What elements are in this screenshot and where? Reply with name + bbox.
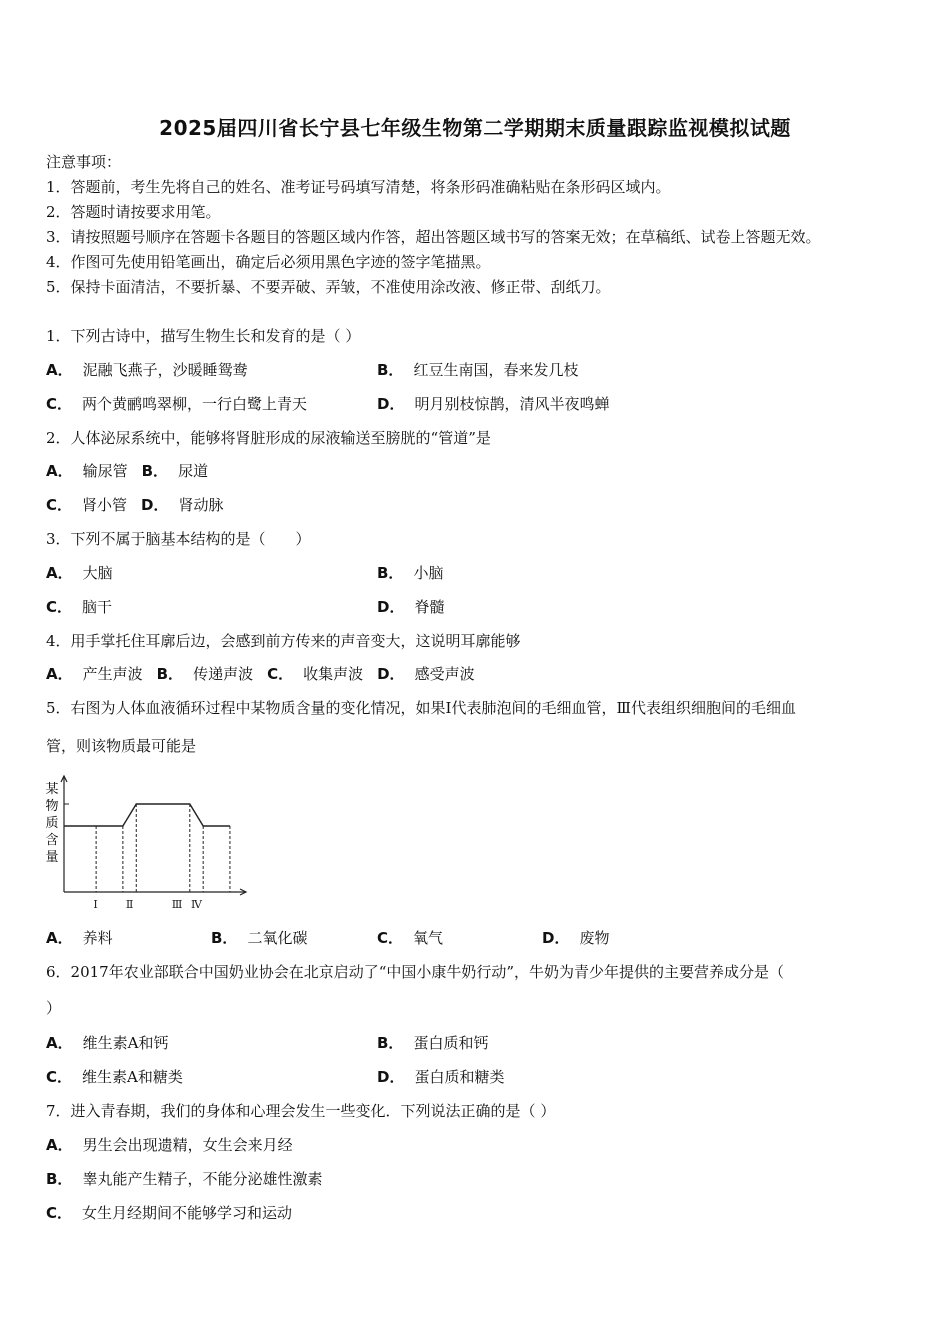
q7-option-b[interactable] <box>46 1169 322 1189</box>
option-label: A． <box>46 564 73 582</box>
exam-title: 2025届四川省长宁县七年级生物第二学期期末质量跟踪监视模拟试题 <box>159 116 791 140</box>
option-text: 肾小管 <box>82 496 128 514</box>
option-label: C． <box>46 395 73 413</box>
option-label: A． <box>46 1136 73 1154</box>
notice-item-2: 2．答题时请按要求用笔。 <box>46 203 221 221</box>
question-4-stem: 4．用手掌托住耳廓后边，会感到前方传来的声音变大，这说明耳廓能够 <box>46 632 521 650</box>
q2-option-a[interactable] <box>46 462 128 480</box>
q3-option-c[interactable] <box>46 597 112 617</box>
q1-option-b[interactable] <box>377 360 578 380</box>
option-label: A． <box>46 665 73 683</box>
option-text: 维生素A和钙 <box>82 1034 169 1052</box>
chart-guides <box>96 804 230 892</box>
option-label: C． <box>46 1068 73 1086</box>
series-line <box>64 804 230 826</box>
option-label: A． <box>46 462 73 480</box>
x-tick-label-4: Ⅳ <box>190 898 202 911</box>
q6-option-b[interactable] <box>377 1033 488 1053</box>
question-7-stem: 7．进入青春期，我们的身体和心理会发生一些变化．下列说法正确的是（ ） <box>46 1102 556 1120</box>
q7-option-c[interactable] <box>46 1203 292 1223</box>
q1-option-c[interactable] <box>46 394 307 414</box>
y-axis-title-char-4: 含 <box>45 833 59 848</box>
y-axis-title-char-2: 物 <box>45 799 59 814</box>
option-text: 睾丸能产生精子，不能分泌雄性激素 <box>82 1170 323 1188</box>
question-1-stem: 1．下列古诗中，描写生物生长和发育的是（ ） <box>46 327 361 345</box>
option-label: A． <box>46 361 73 379</box>
option-text: 小脑 <box>413 564 444 582</box>
option-label: B． <box>156 665 184 683</box>
option-label: A． <box>46 1034 73 1052</box>
option-label: B． <box>377 361 404 379</box>
option-text: 肾动脉 <box>178 496 224 514</box>
y-axis-title-char-3: 质 <box>45 816 59 831</box>
q4-option-a[interactable] <box>46 665 143 683</box>
q1-option-a[interactable] <box>46 360 248 380</box>
option-label: D． <box>377 665 405 683</box>
q3-option-d[interactable] <box>377 597 444 617</box>
question-6-stem-line-1: 6．2017年农业部联合中国奶业协会在北京启动了“中国小康牛奶行动”，牛奶为青少年提供的主要营养成分是（ <box>46 963 785 981</box>
q7-option-a[interactable] <box>46 1135 293 1155</box>
option-text: 女生月经期间不能够学习和运动 <box>82 1204 293 1222</box>
option-label: B． <box>377 1034 404 1052</box>
option-text: 废物 <box>579 929 610 947</box>
option-text: 收集声波 <box>303 665 364 683</box>
chart-axes <box>61 776 246 895</box>
option-text: 尿道 <box>178 462 209 480</box>
x-tick-label-3: Ⅲ <box>171 898 183 911</box>
option-text: 输尿管 <box>82 462 128 480</box>
notice-heading: 注意事项： <box>46 153 122 171</box>
q6-option-c[interactable] <box>46 1067 183 1087</box>
option-label: C． <box>46 598 73 616</box>
chart-ticks <box>93 898 203 911</box>
question-3-stem: 3．下列不属于脑基本结构的是（ ） <box>46 530 311 548</box>
q5-option-d[interactable] <box>542 928 609 948</box>
q2-option-c[interactable] <box>46 496 127 514</box>
option-label: A． <box>46 929 73 947</box>
option-text: 养料 <box>82 929 113 947</box>
chart-series <box>64 804 230 826</box>
x-tick-label-1: Ⅰ <box>93 898 98 911</box>
option-text: 红豆生南国，春来发几枝 <box>413 361 579 379</box>
option-label: B． <box>211 929 238 947</box>
substance-content-chart <box>40 768 255 918</box>
option-text: 感受声波 <box>414 665 475 683</box>
q1-option-d[interactable] <box>377 394 609 414</box>
q2-option-d[interactable] <box>141 496 223 514</box>
option-text: 蛋白质和钙 <box>413 1034 489 1052</box>
notice-item-4: 4．作图可先使用铅笔画出，确定后必须用黑色字迹的签字笔描黑。 <box>46 253 491 271</box>
q3-option-a[interactable] <box>46 563 113 583</box>
option-text: 男生会出现遗精，女生会来月经 <box>82 1136 293 1154</box>
option-label: D． <box>377 1068 405 1086</box>
question-5-stem-line-2: 管，则该物质最可能是 <box>46 737 197 755</box>
option-label: C． <box>377 929 404 947</box>
q2-options-row-2 <box>46 495 224 515</box>
option-label: C． <box>46 496 73 514</box>
option-label: C． <box>46 1204 73 1222</box>
option-text: 产生声波 <box>82 665 143 683</box>
option-text: 泥融飞燕子，沙暖睡鸳鸯 <box>82 361 248 379</box>
option-text: 氧气 <box>413 929 444 947</box>
option-text: 蛋白质和糖类 <box>414 1068 505 1086</box>
x-tick-label-2: Ⅱ <box>125 898 134 911</box>
q2-option-b[interactable] <box>142 462 208 480</box>
option-label: C． <box>267 665 294 683</box>
question-5-stem-line-1: 5．右图为人体血液循环过程中某物质含量的变化情况，如果Ⅰ代表肺泡间的毛细血管，Ⅲ代表组织细胞间的毛细血 <box>46 699 796 717</box>
option-label: B． <box>377 564 404 582</box>
notice-item-3: 3．请按照题号顺序在答题卡各题目的答题区域内作答，超出答题区域书写的答案无效；在草稿纸、试卷上答题无效。 <box>46 228 821 246</box>
option-label: D． <box>377 598 405 616</box>
option-text: 脑干 <box>82 598 113 616</box>
option-label: D． <box>542 929 570 947</box>
y-axis-title <box>45 782 58 865</box>
q4-option-b[interactable] <box>157 665 253 683</box>
q4-option-c[interactable] <box>267 665 363 683</box>
q5-option-c[interactable] <box>377 928 443 948</box>
option-label: B． <box>46 1170 73 1188</box>
option-text: 脊髓 <box>414 598 445 616</box>
q2-options-row-1 <box>46 461 208 481</box>
y-axis-title-char-5: 量 <box>45 850 59 865</box>
q6-option-a[interactable] <box>46 1033 168 1053</box>
q4-options-row <box>46 664 475 684</box>
option-label: B． <box>141 462 169 480</box>
notice-item-1: 1．答题前，考生先将自己的姓名、准考证号码填写清楚，将条形码准确粘贴在条形码区域内。 <box>46 178 671 196</box>
option-text: 二氧化碳 <box>247 929 308 947</box>
q4-option-d[interactable] <box>377 665 474 683</box>
q5-option-b[interactable] <box>211 928 307 948</box>
option-text: 维生素A和糖类 <box>82 1068 183 1086</box>
option-text: 明月别枝惊鹊，清风半夜鸣蝉 <box>414 395 610 413</box>
question-2-stem: 2．人体泌尿系统中，能够将肾脏形成的尿液输送至膀胱的“管道”是 <box>46 429 491 447</box>
q3-option-b[interactable] <box>377 563 443 583</box>
option-text: 大脑 <box>82 564 113 582</box>
q5-option-a[interactable] <box>46 928 113 948</box>
notice-item-5: 5．保持卡面清洁，不要折暴、不要弄破、弄皱，不准使用涂改液、修正带、刮纸刀。 <box>46 278 611 296</box>
option-text: 传递声波 <box>193 665 254 683</box>
option-label: D． <box>377 395 405 413</box>
question-6-stem-line-2: ） <box>46 999 62 1017</box>
q6-option-d[interactable] <box>377 1067 504 1087</box>
option-text: 两个黄鹂鸣翠柳，一行白鹭上青天 <box>82 395 308 413</box>
y-axis-title-char-1: 某 <box>45 782 59 797</box>
option-label: D． <box>141 496 169 514</box>
